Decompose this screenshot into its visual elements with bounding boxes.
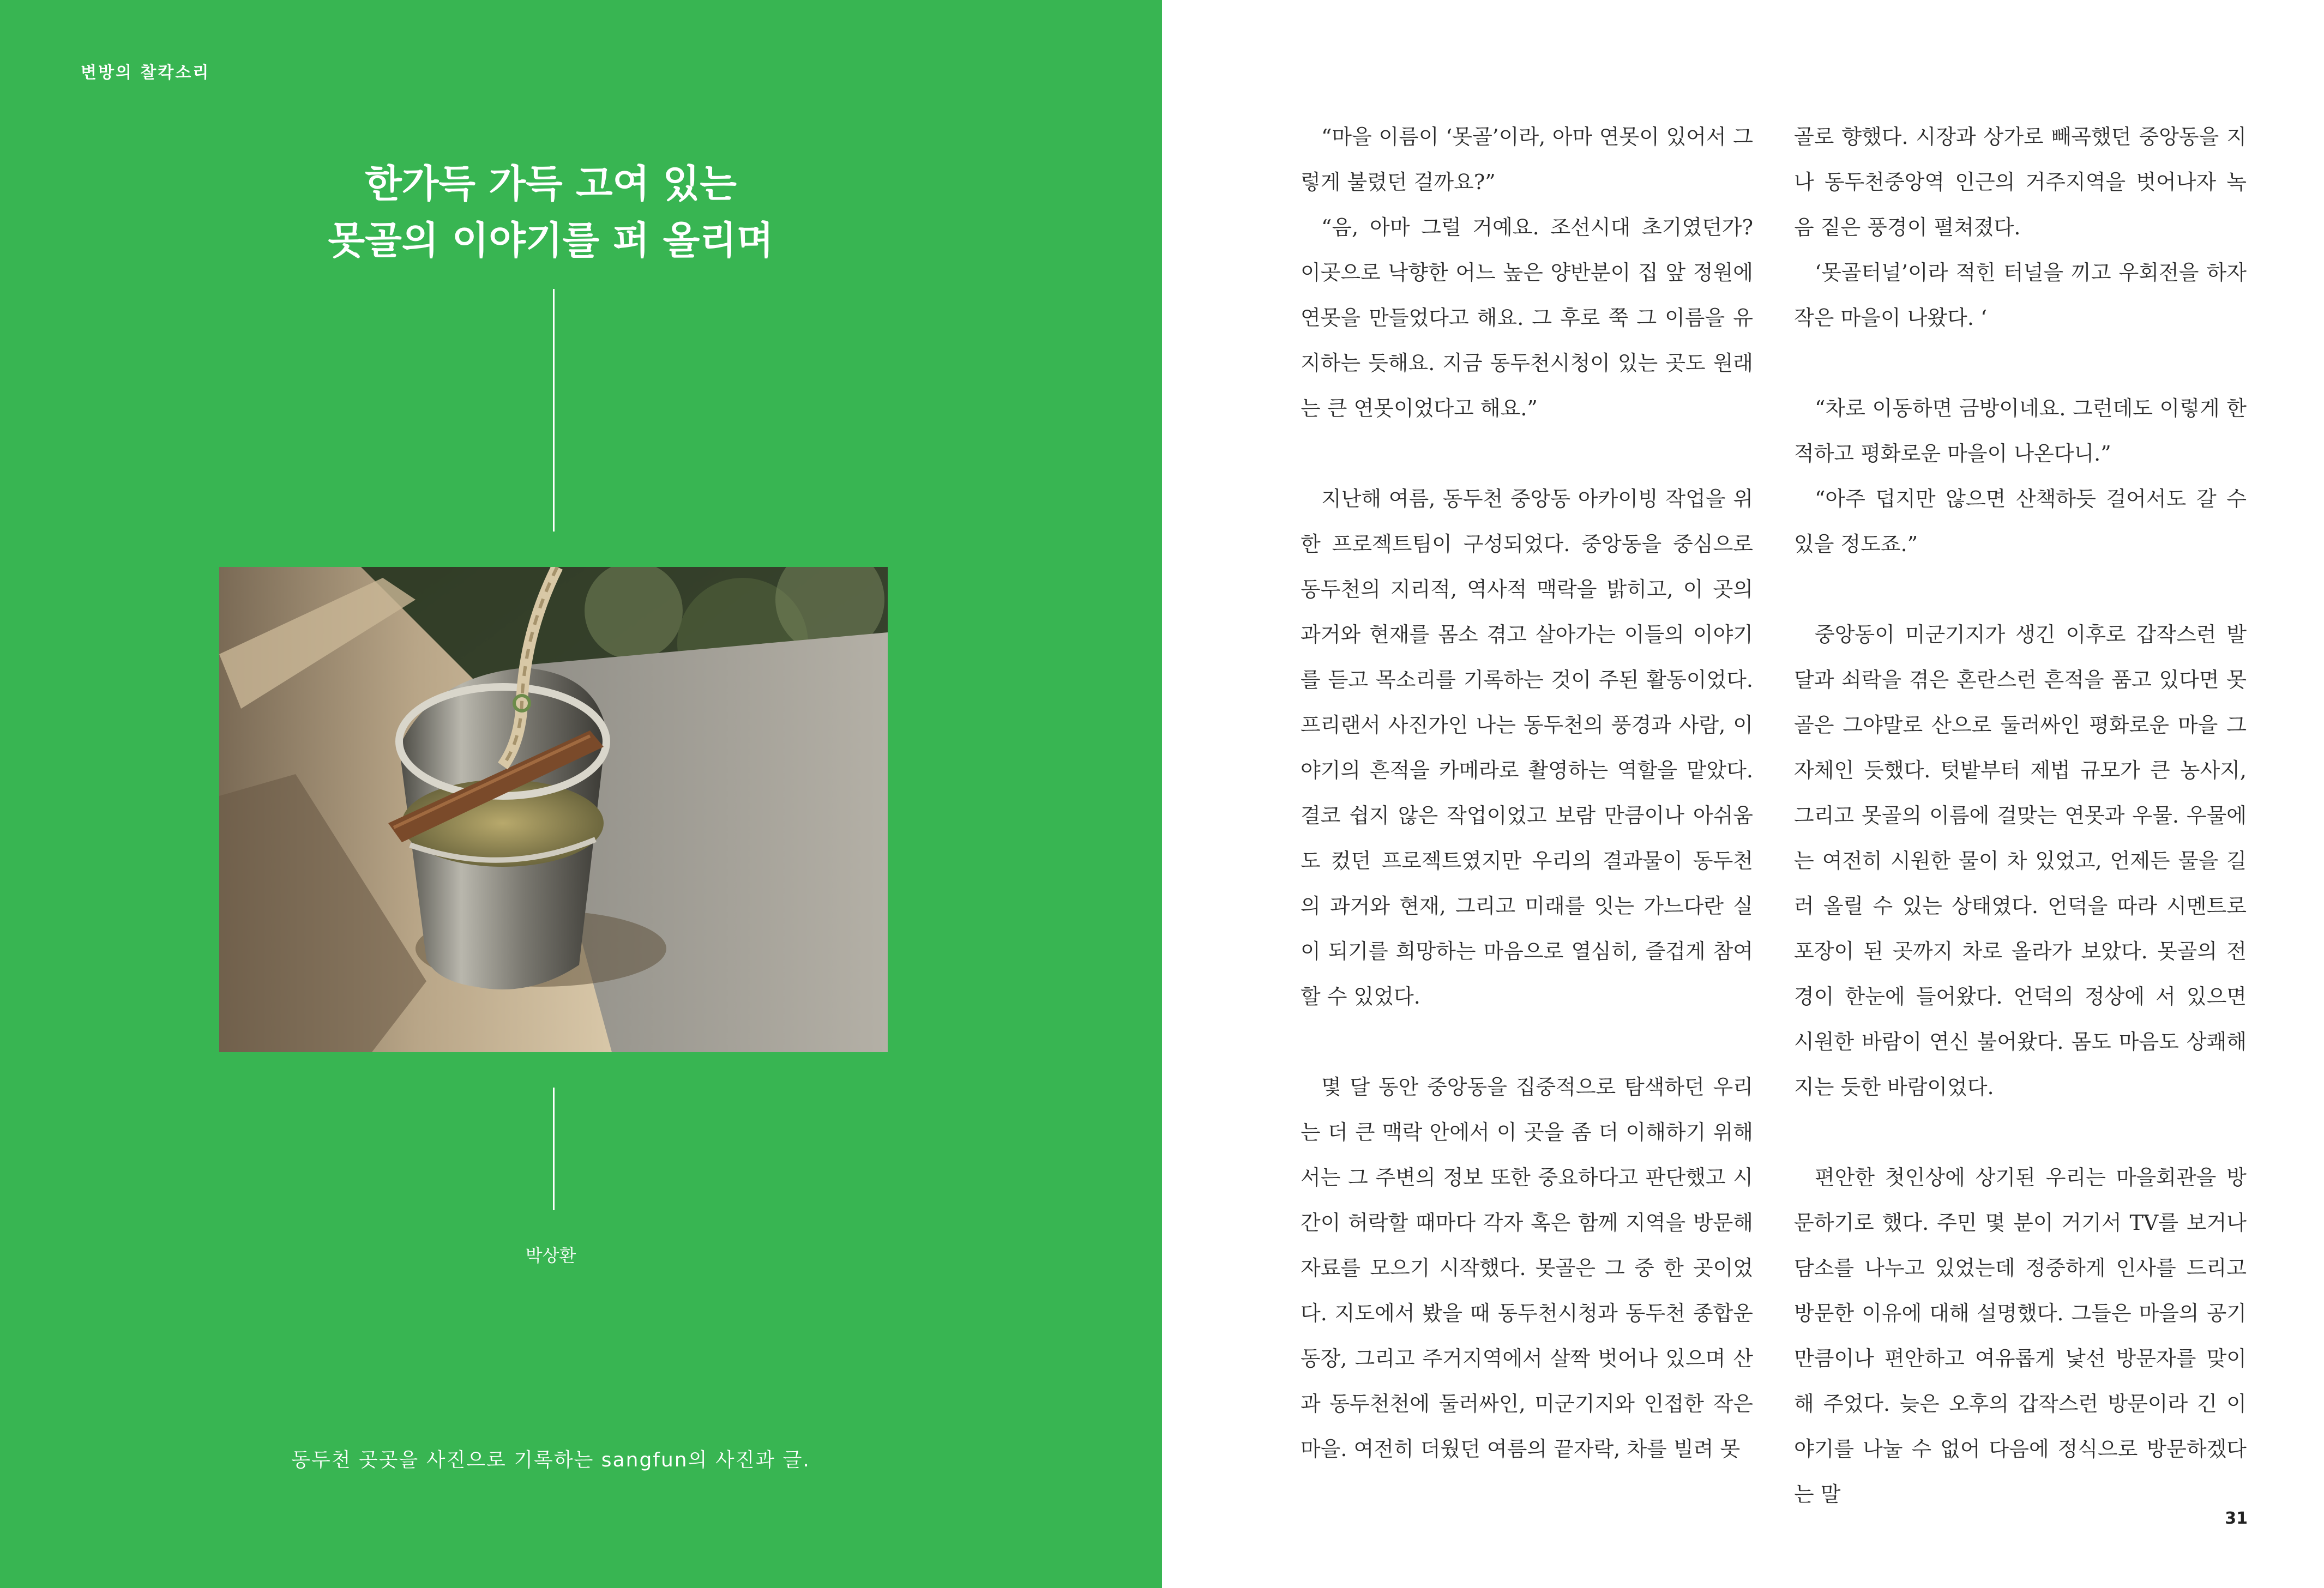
divider-line-bottom [553, 1088, 555, 1210]
paragraph: 몇 달 동안 중앙동을 집중적으로 탐색하던 우리는 더 큰 맥락 안에서 이 곳을 좀 더 이해하기 위해서는 그 주변의 정보 또한 중요하다고 판단했고 시간이 허락할 때마다 각자 혹은 함께 지역을 방문해 자료를 모으기 시작했다. 못골은 그 중 한 곳이었다. 지도에서 봤을 때 동두천시청과 동두천 종합운동장, 그리고 주거지역에서 살짝 벗어나 있으며 산과 동두천천에 둘러싸인, 미군기지와 인접한 작은 마을. 여전히 더웠던 여름의 끝자락, 차를 빌려 못 [1301, 1075, 1753, 1461]
page-number: 31 [2225, 1509, 2248, 1528]
paragraph: 골로 향했다. 시장과 상가로 빼곡했던 중앙동을 지나 동두천중앙역 인근의 거주지역을 벗어나자 녹음 짙은 풍경이 펼쳐졌다. [1794, 125, 2247, 239]
paragraph: “차로 이동하면 금방이네요. 그런데도 이렇게 한적하고 평화로운 마을이 나온다니.” [1794, 396, 2247, 466]
section-label: 변방의 찰칵소리 [81, 63, 210, 82]
bucket-photo [219, 567, 888, 1052]
author-name: 박상환 [525, 1245, 576, 1266]
paragraph: 중앙동이 미군기지가 생긴 이후로 갑작스런 발달과 쇠락을 겪은 혼란스런 흔적을 품고 있다면 못골은 그야말로 산으로 둘러싸인 평화로운 마을 그 자체인 듯했다. 텃밭부터 제법 규모가 큰 농사지, 그리고 못골의 이름에 걸맞는 연못과 우물. 우물에는 여전히 시원한 물이 차 있었고, 언제든 물을 길러 올릴 수 있는 상태였다. 언덕을 따라 시멘트로 포장이 된 곳까지 차로 올라가 보았다. 못골의 전경이 한눈에 들어왔다. 언덕의 정상에 서 있으면 시원한 바람이 연신 불어왔다. 몸도 마음도 상쾌해지는 듯한 바람이었다. [1794, 623, 2247, 1099]
paragraph: 편안한 첫인상에 상기된 우리는 마을회관을 방문하기로 했다. 주민 몇 분이 거기서 TV를 보거나 담소를 나누고 있었는데 정중하게 인사를 드리고 방문한 이유에 대해 설명했다. 그들은 마을의 공기 만큼이나 편안하고 여유롭게 낯선 방문자를 맞이해 주었다. 늦은 오후의 갑작스런 방문이라 긴 이야기를 나눌 수 없어 다음에 정식으로 방문하겠다는 말 [1794, 1166, 2247, 1506]
text-column-2 [1794, 114, 2247, 1517]
paragraph: “음, 아마 그럴 거예요. 조선시대 초기였던가? 이곳으로 낙향한 어느 높은 양반분이 집 앞 정원에 연못을 만들었다고 해요. 그 후로 쭉 그 이름을 유지하는 듯해요. 지금 동두천시청이 있는 곳도 원래는 큰 연못이었다고 해요.” [1301, 215, 1753, 420]
caption: 동두천 곳곳을 사진으로 기록하는 sangfun의 사진과 글. [291, 1449, 810, 1471]
text-column-1 [1301, 114, 1753, 1472]
paragraph: 지난해 여름, 동두천 중앙동 아카이빙 작업을 위한 프로젝트팀이 구성되었다. 중앙동을 중심으로 동두천의 지리적, 역사적 맥락을 밝히고, 이 곳의 과거와 현재를 몸소 겪고 살아가는 이들의 이야기를 듣고 목소리를 기록하는 것이 주된 활동이었다. 프리랜서 사진가인 나는 동두천의 풍경과 사람, 이야기의 흔적을 카메라로 촬영하는 역할을 맡았다. 결코 쉽지 않은 작업이었고 보람 만큼이나 아쉬움도 컸던 프로젝트였지만 우리의 결과물이 동두천의 과거와 현재, 그리고 미래를 잇는 가느다란 실이 되기를 희망하는 마음으로 열심히, 즐겁게 참여할 수 있었다. [1301, 487, 1753, 1009]
title-line: 못골의 이야기를 퍼 올리며 [328, 218, 774, 263]
article-title [0, 155, 1101, 269]
paragraph: “아주 덥지만 않으면 산책하듯 걸어서도 갈 수 있을 정도죠.” [1794, 487, 2247, 556]
paragraph: ‘못골터널’이라 적힌 터널을 끼고 우회전을 하자 작은 마을이 나왔다. ‘ [1794, 261, 2247, 330]
paragraph: “마을 이름이 ‘못골’이라, 아마 연못이 있어서 그렇게 불렸던 걸까요?” [1301, 125, 1753, 194]
divider-line-top [553, 289, 555, 532]
title-line: 한가득 가득 고여 있는 [365, 161, 737, 206]
